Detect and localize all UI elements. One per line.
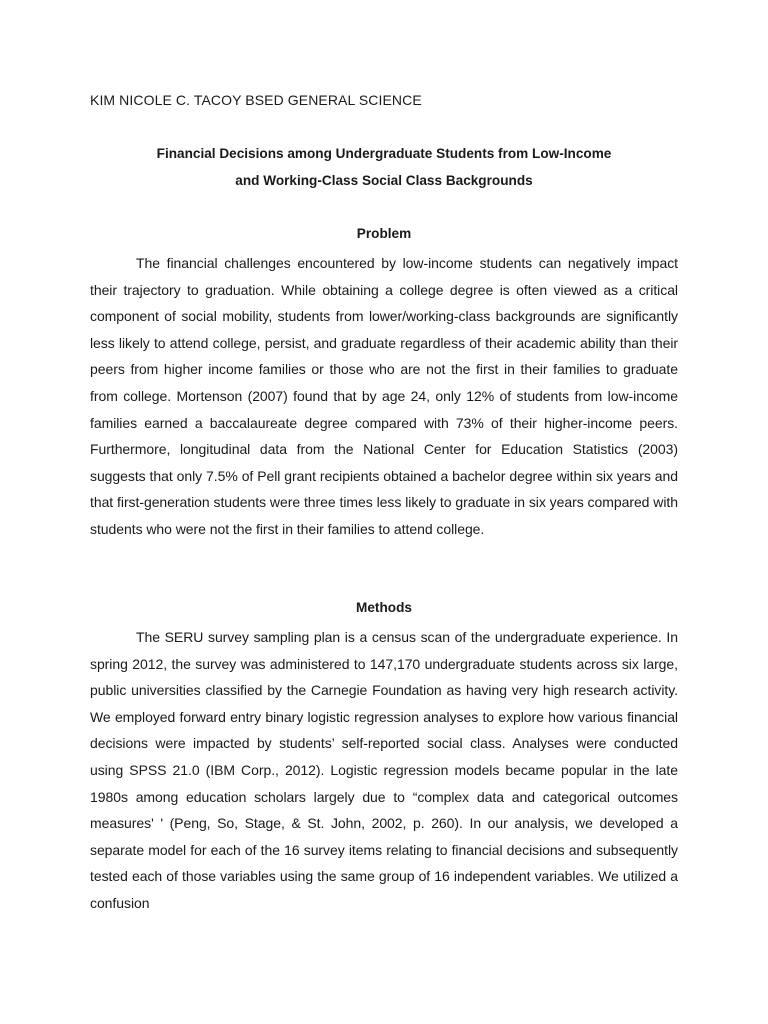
methods-paragraph: The SERU survey sampling plan is a census scan of the undergraduate experience. In spring 2012, the survey was administered to 147,170 undergraduate students across six large, public universities classified by the Carnegie Foundation as having very high research activity. We employed forward entry binary logistic regression analyses to explore how various financial decisions were impacted by students’ self-reported social class. Analyses were conducted using SPSS 21.0 (IBM Corp., 2012). Logistic regression models became popular in the late 1980s among education scholars largely due to “complex data and categorical outcomes measures' ' (Peng, So, Stage, & St. John, 2002, p. 260). In our analysis, we developed a separate model for each of the 16 survey items relating to financial decisions and subsequently tested each of those variables using the same group of 16 independent variables. We utilized a confusion [90,629,678,911]
document-title-line-2: and Working-Class Social Class Backgrounds [235,173,533,188]
document-title-line-1: Financial Decisions among Undergraduate Students from Low-Income [156,146,612,161]
problem-paragraph: The financial challenges encountered by low-income students can negatively impact their trajectory to graduation. While obtaining a college degree is often viewed as a critical component of social mobility, students from lower/working-class backgrounds are significantly less likely to attend college, persist, and graduate regardless of their academic ability than their peers from higher income families or those who are not the first in their families to graduate from college. Mortenson (2007) found that by age 24, only 12% of students from low-income families earned a baccalaureate degree compared with 73% of their higher-income peers. Furthermore, longitudinal data from the National Center for Education Statistics (2003) suggests that only 7.5% of Pell grant recipients obtained a bachelor degree within six years and that first-generation students were three times less likely to graduate in six years compared with students who were not the first in their families to attend college. [90,255,678,537]
section-heading-methods: Methods [356,600,412,615]
section-heading-problem: Problem [356,226,412,241]
author-line: KIM NICOLE C. TACOY BSED GENERAL SCIENCE [90,92,422,108]
